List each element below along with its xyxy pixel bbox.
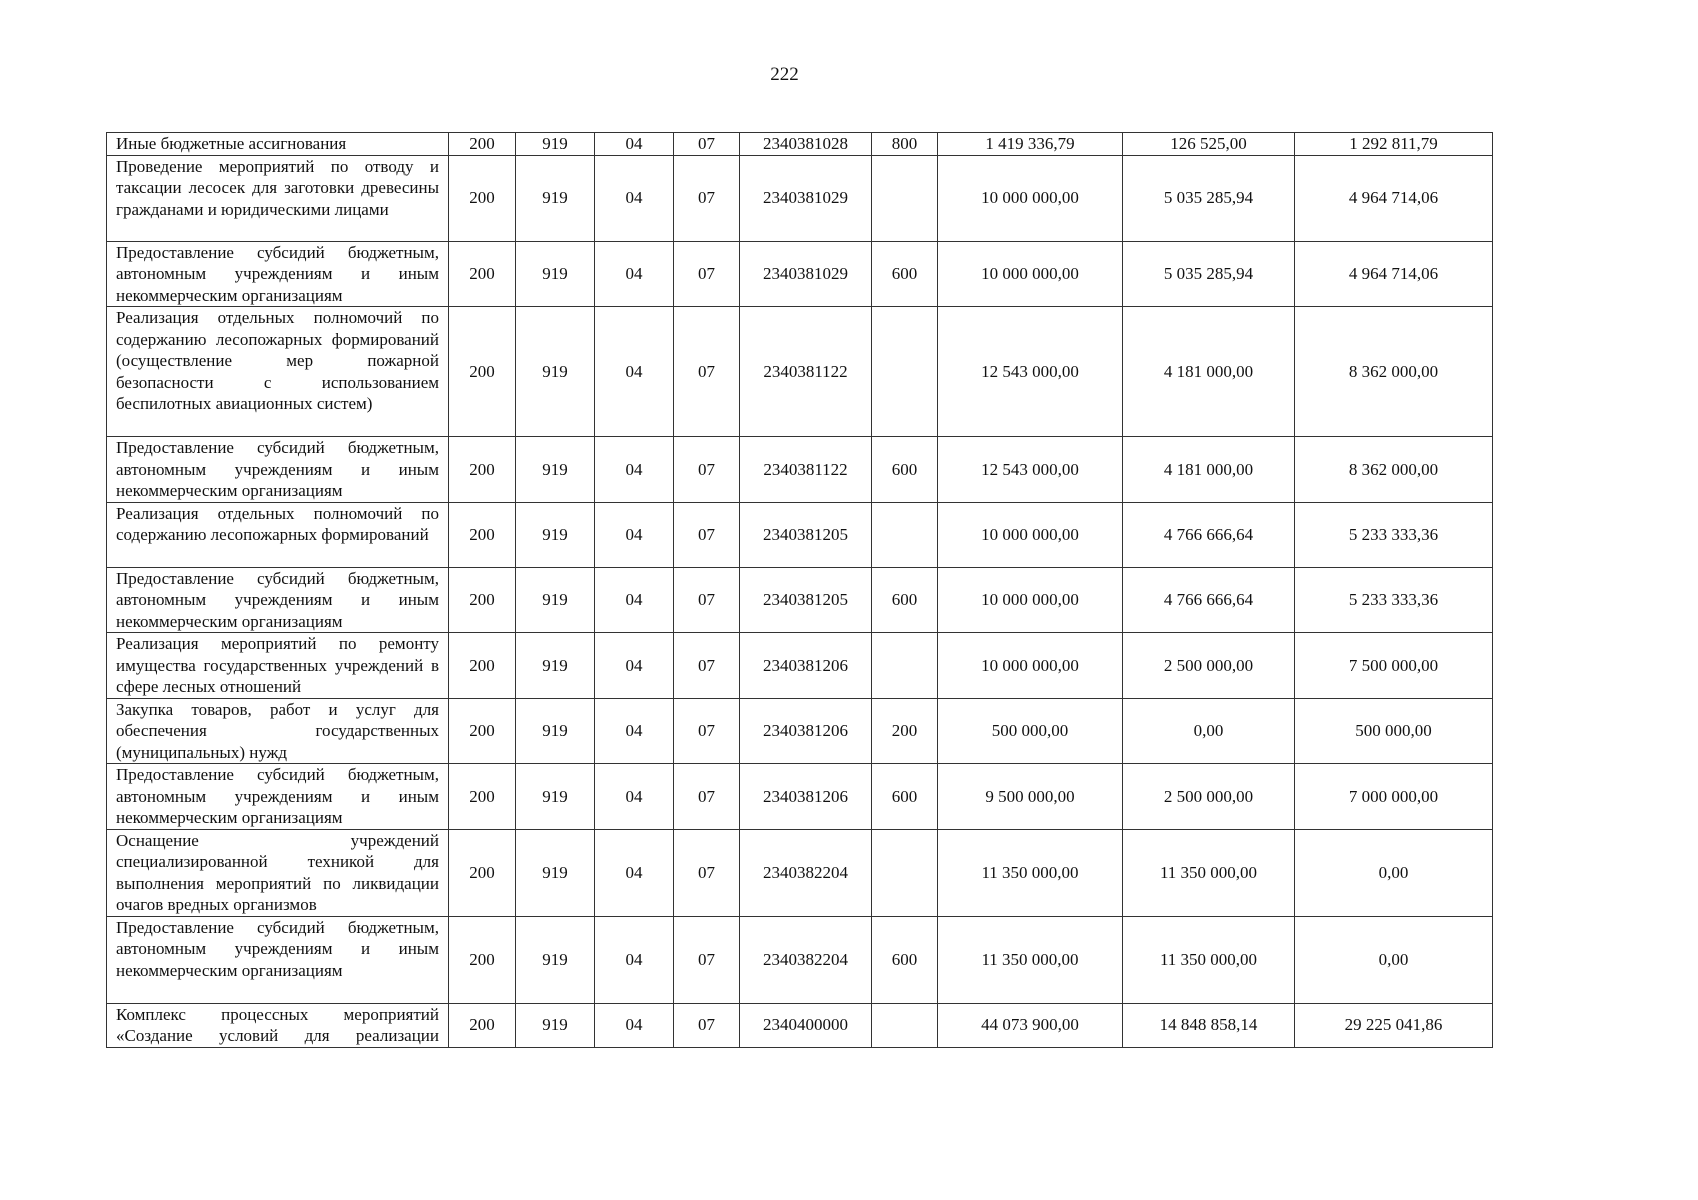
column-1-cell: 200 [449,133,516,156]
rest-amount-cell: 4 964 714,06 [1295,155,1493,241]
spent-amount-cell: 11 350 000,00 [1123,916,1295,1003]
total-amount-cell: 10 000 000,00 [938,502,1123,567]
column-2-cell: 919 [516,502,595,567]
total-amount-cell: 10 000 000,00 [938,241,1123,307]
column-3-cell: 04 [595,502,674,567]
column-3-cell: 04 [595,829,674,916]
table-row [107,307,1493,437]
row-name-cell: Предоставление субсидий бюджетным, автономным учреждениям и иным некоммерческим организациям [107,437,449,503]
spent-amount-cell: 14 848 858,14 [1123,1003,1295,1047]
total-amount-cell: 44 073 900,00 [938,1003,1123,1047]
expense-type-cell: 600 [872,567,938,633]
row-name-cell: Предоставление субсидий бюджетным, автономным учреждениям и иным некоммерческим организациям [107,764,449,830]
table-row [107,1003,1493,1047]
rest-amount-cell: 8 362 000,00 [1295,307,1493,437]
column-3-cell: 04 [595,133,674,156]
expense-type-cell: 600 [872,241,938,307]
column-1-cell: 200 [449,502,516,567]
spent-amount-cell: 4 181 000,00 [1123,307,1295,437]
column-1-cell: 200 [449,698,516,764]
column-2-cell: 919 [516,829,595,916]
total-amount-cell: 9 500 000,00 [938,764,1123,830]
row-name-cell: Предоставление субсидий бюджетным, автономным учреждениям и иным некоммерческим организациям [107,241,449,307]
table-row [107,698,1493,764]
table-row [107,241,1493,307]
spent-amount-cell: 4 181 000,00 [1123,437,1295,503]
column-4-cell: 07 [674,916,740,1003]
total-amount-cell: 12 543 000,00 [938,307,1123,437]
column-4-cell: 07 [674,502,740,567]
expense-type-cell: 200 [872,698,938,764]
column-4-cell: 07 [674,241,740,307]
target-code-cell: 2340381206 [740,698,872,764]
rest-amount-cell: 7 500 000,00 [1295,633,1493,699]
total-amount-cell: 11 350 000,00 [938,916,1123,1003]
column-3-cell: 04 [595,241,674,307]
rest-amount-cell: 1 292 811,79 [1295,133,1493,156]
row-name-cell: Реализация отдельных полномочий по содержанию лесопожарных формирований (осуществление мер пожарной безопасности с использованием беспилотных авиационных систем) [107,307,449,437]
column-3-cell: 04 [595,567,674,633]
rest-amount-cell: 4 964 714,06 [1295,241,1493,307]
target-code-cell: 2340381028 [740,133,872,156]
row-name-cell: Закупка товаров, работ и услуг для обеспечения государственных (муниципальных) нужд [107,698,449,764]
row-name-cell: Предоставление субсидий бюджетным, автономным учреждениям и иным некоммерческим организациям [107,567,449,633]
row-name-cell: Оснащение учреждений специализированной техникой для выполнения мероприятий по ликвидации очагов вредных организмов [107,829,449,916]
target-code-cell: 2340382204 [740,829,872,916]
spent-amount-cell: 11 350 000,00 [1123,829,1295,916]
column-2-cell: 919 [516,241,595,307]
column-3-cell: 04 [595,698,674,764]
spent-amount-cell: 5 035 285,94 [1123,155,1295,241]
expense-type-cell: 600 [872,916,938,1003]
table-row [107,155,1493,241]
target-code-cell: 2340381205 [740,502,872,567]
spent-amount-cell: 4 766 666,64 [1123,567,1295,633]
column-3-cell: 04 [595,437,674,503]
spent-amount-cell: 5 035 285,94 [1123,241,1295,307]
total-amount-cell: 11 350 000,00 [938,829,1123,916]
table-row [107,764,1493,830]
column-1-cell: 200 [449,241,516,307]
column-2-cell: 919 [516,764,595,830]
target-code-cell: 2340381029 [740,155,872,241]
column-2-cell: 919 [516,437,595,503]
row-name-cell: Реализация отдельных полномочий по содержанию лесопожарных формирований [107,502,449,567]
table-row [107,437,1493,503]
column-1-cell: 200 [449,437,516,503]
table-row [107,916,1493,1003]
target-code-cell: 2340400000 [740,1003,872,1047]
column-1-cell: 200 [449,567,516,633]
table-row [107,829,1493,916]
column-3-cell: 04 [595,916,674,1003]
column-2-cell: 919 [516,307,595,437]
spent-amount-cell: 2 500 000,00 [1123,764,1295,830]
column-4-cell: 07 [674,133,740,156]
column-1-cell: 200 [449,633,516,699]
column-2-cell: 919 [516,133,595,156]
rest-amount-cell: 0,00 [1295,829,1493,916]
target-code-cell: 2340381122 [740,307,872,437]
total-amount-cell: 500 000,00 [938,698,1123,764]
row-name-cell: Комплекс процессных мероприятий «Создание условий для реализации [107,1003,449,1047]
column-4-cell: 07 [674,633,740,699]
column-1-cell: 200 [449,829,516,916]
row-name-cell: Предоставление субсидий бюджетным, автономным учреждениям и иным некоммерческим организациям [107,916,449,1003]
column-4-cell: 07 [674,829,740,916]
target-code-cell: 2340381029 [740,241,872,307]
expense-type-cell: 600 [872,437,938,503]
expense-type-cell: 600 [872,764,938,830]
column-4-cell: 07 [674,698,740,764]
spent-amount-cell: 0,00 [1123,698,1295,764]
column-1-cell: 200 [449,1003,516,1047]
column-3-cell: 04 [595,307,674,437]
page-number: 222 [770,64,799,85]
table-row [107,133,1493,156]
column-2-cell: 919 [516,1003,595,1047]
rest-amount-cell: 500 000,00 [1295,698,1493,764]
column-1-cell: 200 [449,155,516,241]
column-4-cell: 07 [674,307,740,437]
total-amount-cell: 1 419 336,79 [938,133,1123,156]
spent-amount-cell: 2 500 000,00 [1123,633,1295,699]
column-4-cell: 07 [674,437,740,503]
target-code-cell: 2340382204 [740,916,872,1003]
column-3-cell: 04 [595,155,674,241]
row-name-cell: Реализация мероприятий по ремонту имущества государственных учреждений в сфере лесных отношений [107,633,449,699]
column-2-cell: 919 [516,916,595,1003]
expense-type-cell [872,1003,938,1047]
rest-amount-cell: 5 233 333,36 [1295,502,1493,567]
target-code-cell: 2340381206 [740,633,872,699]
column-3-cell: 04 [595,1003,674,1047]
column-1-cell: 200 [449,916,516,1003]
rest-amount-cell: 8 362 000,00 [1295,437,1493,503]
table-body [107,133,1493,1048]
column-2-cell: 919 [516,698,595,764]
expense-type-cell [872,155,938,241]
column-1-cell: 200 [449,307,516,437]
column-2-cell: 919 [516,567,595,633]
spent-amount-cell: 126 525,00 [1123,133,1295,156]
table-row [107,567,1493,633]
expense-type-cell: 800 [872,133,938,156]
target-code-cell: 2340381122 [740,437,872,503]
expense-type-cell [872,829,938,916]
total-amount-cell: 10 000 000,00 [938,633,1123,699]
column-4-cell: 07 [674,567,740,633]
rest-amount-cell: 5 233 333,36 [1295,567,1493,633]
table-row [107,633,1493,699]
target-code-cell: 2340381206 [740,764,872,830]
expense-type-cell [872,502,938,567]
row-name-cell: Иные бюджетные ассигнования [107,133,449,156]
total-amount-cell: 10 000 000,00 [938,155,1123,241]
column-2-cell: 919 [516,633,595,699]
column-3-cell: 04 [595,764,674,830]
rest-amount-cell: 0,00 [1295,916,1493,1003]
rest-amount-cell: 29 225 041,86 [1295,1003,1493,1047]
budget-table [106,132,1493,1048]
row-name-cell: Проведение мероприятий по отводу и таксации лесосек для заготовки древесины гражданами и юридическими лицами [107,155,449,241]
total-amount-cell: 12 543 000,00 [938,437,1123,503]
column-4-cell: 07 [674,1003,740,1047]
spent-amount-cell: 4 766 666,64 [1123,502,1295,567]
column-2-cell: 919 [516,155,595,241]
expense-type-cell [872,633,938,699]
column-1-cell: 200 [449,764,516,830]
rest-amount-cell: 7 000 000,00 [1295,764,1493,830]
total-amount-cell: 10 000 000,00 [938,567,1123,633]
column-4-cell: 07 [674,155,740,241]
column-3-cell: 04 [595,633,674,699]
target-code-cell: 2340381205 [740,567,872,633]
table-row [107,502,1493,567]
column-4-cell: 07 [674,764,740,830]
expense-type-cell [872,307,938,437]
